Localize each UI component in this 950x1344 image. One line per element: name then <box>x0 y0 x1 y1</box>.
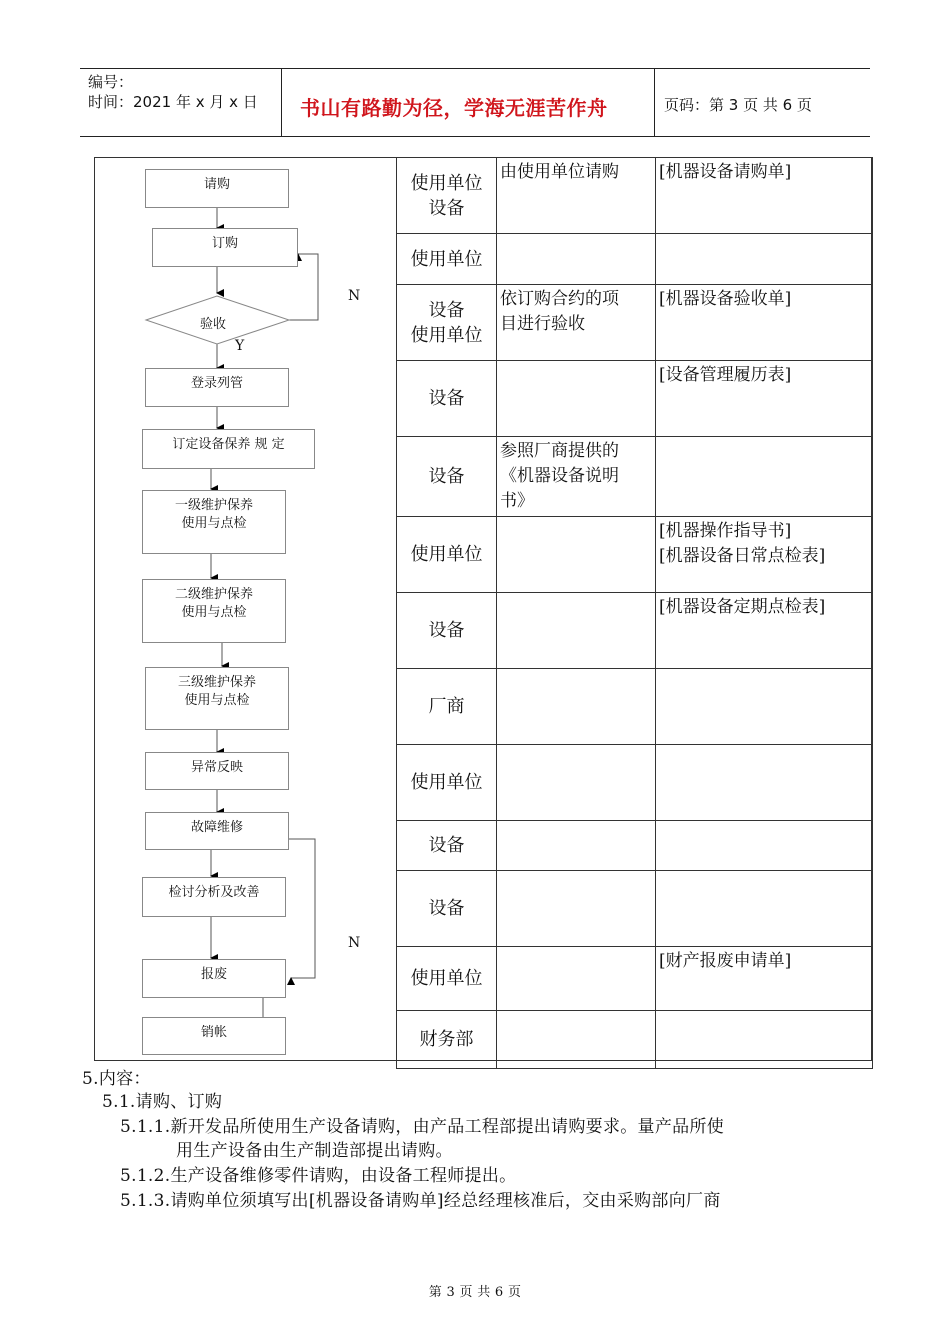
clause-5-1-1-line1: 5.1.1.新开发品所使用生产设备请购，由产品工程部提出请购要求。量产品所使 <box>120 1117 725 1137</box>
table-row <box>397 593 873 669</box>
table-row <box>397 871 873 947</box>
flow-no-label-2: N <box>348 935 361 951</box>
unit-cell: 设备 <box>397 821 497 871</box>
header-page-label: 页码：第 3 页 共 6 页 <box>664 96 812 114</box>
form-cell <box>656 1011 873 1069</box>
subsection-title: 5.1.请购、订购 <box>102 1092 223 1112</box>
unit-cell: 财务部 <box>397 1011 497 1069</box>
unit-cell: 设备 <box>397 361 497 437</box>
flow-step-scrap: 报废 <box>142 959 286 998</box>
unit-cell: 使用单位 <box>397 517 497 593</box>
form-cell <box>656 669 873 745</box>
table-row <box>397 821 873 871</box>
description-cell: 参照厂商提供的 《机器设备说明 书》 <box>497 437 656 517</box>
flow-step-level1: 一级维护保养 使用与点检 <box>142 490 286 554</box>
unit-cell: 使用单位 <box>397 234 497 285</box>
table-row <box>397 361 873 437</box>
flow-step-request: 请购 <box>145 169 289 208</box>
description-cell <box>497 947 656 1011</box>
form-cell: [机器设备请购单] <box>656 158 873 234</box>
flow-step-order: 订购 <box>152 228 298 267</box>
page-footer: 第 3 页 共 6 页 <box>428 1285 522 1300</box>
unit-cell: 设备 使用单位 <box>397 285 497 361</box>
form-cell: [机器操作指导书] [机器设备日常点检表] <box>656 517 873 593</box>
flow-step-write-off: 销帐 <box>142 1017 286 1055</box>
table-row <box>397 1011 873 1069</box>
form-cell <box>656 234 873 285</box>
table-row <box>397 437 873 517</box>
description-cell: 由使用单位请购 <box>497 158 656 234</box>
flow-step-level2: 二级维护保养 使用与点检 <box>142 579 286 643</box>
flow-step-level3: 三级维护保养 使用与点检 <box>145 667 289 730</box>
flow-yes-label: Y <box>235 338 245 354</box>
description-cell <box>497 517 656 593</box>
unit-cell: 使用单位 <box>397 745 497 821</box>
unit-cell: 使用单位 设备 <box>397 158 497 234</box>
table-row <box>397 234 873 285</box>
clause-5-1-2: 5.1.2.生产设备维修零件请购，由设备工程师提出。 <box>120 1166 517 1186</box>
table-row <box>397 745 873 821</box>
description-cell <box>497 593 656 669</box>
table-row <box>397 285 873 361</box>
clause-5-1-1-line2: 用生产设备由生产制造部提出请购。 <box>176 1141 453 1161</box>
flow-step-abnormal-report: 异常反映 <box>145 752 289 790</box>
description-cell <box>497 745 656 821</box>
form-cell: [机器设备验收单] <box>656 285 873 361</box>
table-row <box>397 669 873 745</box>
flow-step-register: 登录列管 <box>145 368 289 407</box>
flow-step-maintenance-rules: 订定设备保养 规 定 <box>142 429 315 469</box>
description-cell <box>497 234 656 285</box>
form-cell: [设备管理履历表] <box>656 361 873 437</box>
unit-cell: 使用单位 <box>397 947 497 1011</box>
unit-cell: 厂商 <box>397 669 497 745</box>
table-row <box>397 947 873 1011</box>
flow-step-analysis: 检讨分析及改善 <box>142 877 286 917</box>
unit-cell: 设备 <box>397 437 497 517</box>
description-cell: 依订购合约的项 目进行验收 <box>497 285 656 361</box>
document-number-label: 编号： <box>88 73 134 91</box>
unit-cell: 设备 <box>397 871 497 947</box>
form-cell: [机器设备定期点检表] <box>656 593 873 669</box>
clause-5-1-3: 5.1.3.请购单位须填写出[机器设备请购单]经总经理核准后，交由采购部向厂商 <box>120 1191 721 1211</box>
document-time-label: 时间：2021 年 x 月 x 日 <box>88 93 258 111</box>
form-cell <box>656 745 873 821</box>
section-title: 5.内容： <box>82 1069 151 1089</box>
table-row <box>397 158 873 234</box>
form-cell <box>656 437 873 517</box>
flow-step-inspect: 验收 <box>200 317 227 332</box>
table-row <box>397 517 873 593</box>
header-motto: 书山有路勤为径，学海无涯苦作舟 <box>300 96 608 120</box>
form-cell: [财产报废申请单] <box>656 947 873 1011</box>
description-cell <box>497 871 656 947</box>
description-cell <box>497 669 656 745</box>
flow-step-repair: 故障维修 <box>145 812 289 850</box>
flow-no-label: N <box>348 288 361 304</box>
unit-cell: 设备 <box>397 593 497 669</box>
description-cell <box>497 821 656 871</box>
description-cell <box>497 1011 656 1069</box>
description-cell <box>497 361 656 437</box>
form-cell <box>656 821 873 871</box>
responsibility-table <box>396 157 873 1069</box>
form-cell <box>656 871 873 947</box>
